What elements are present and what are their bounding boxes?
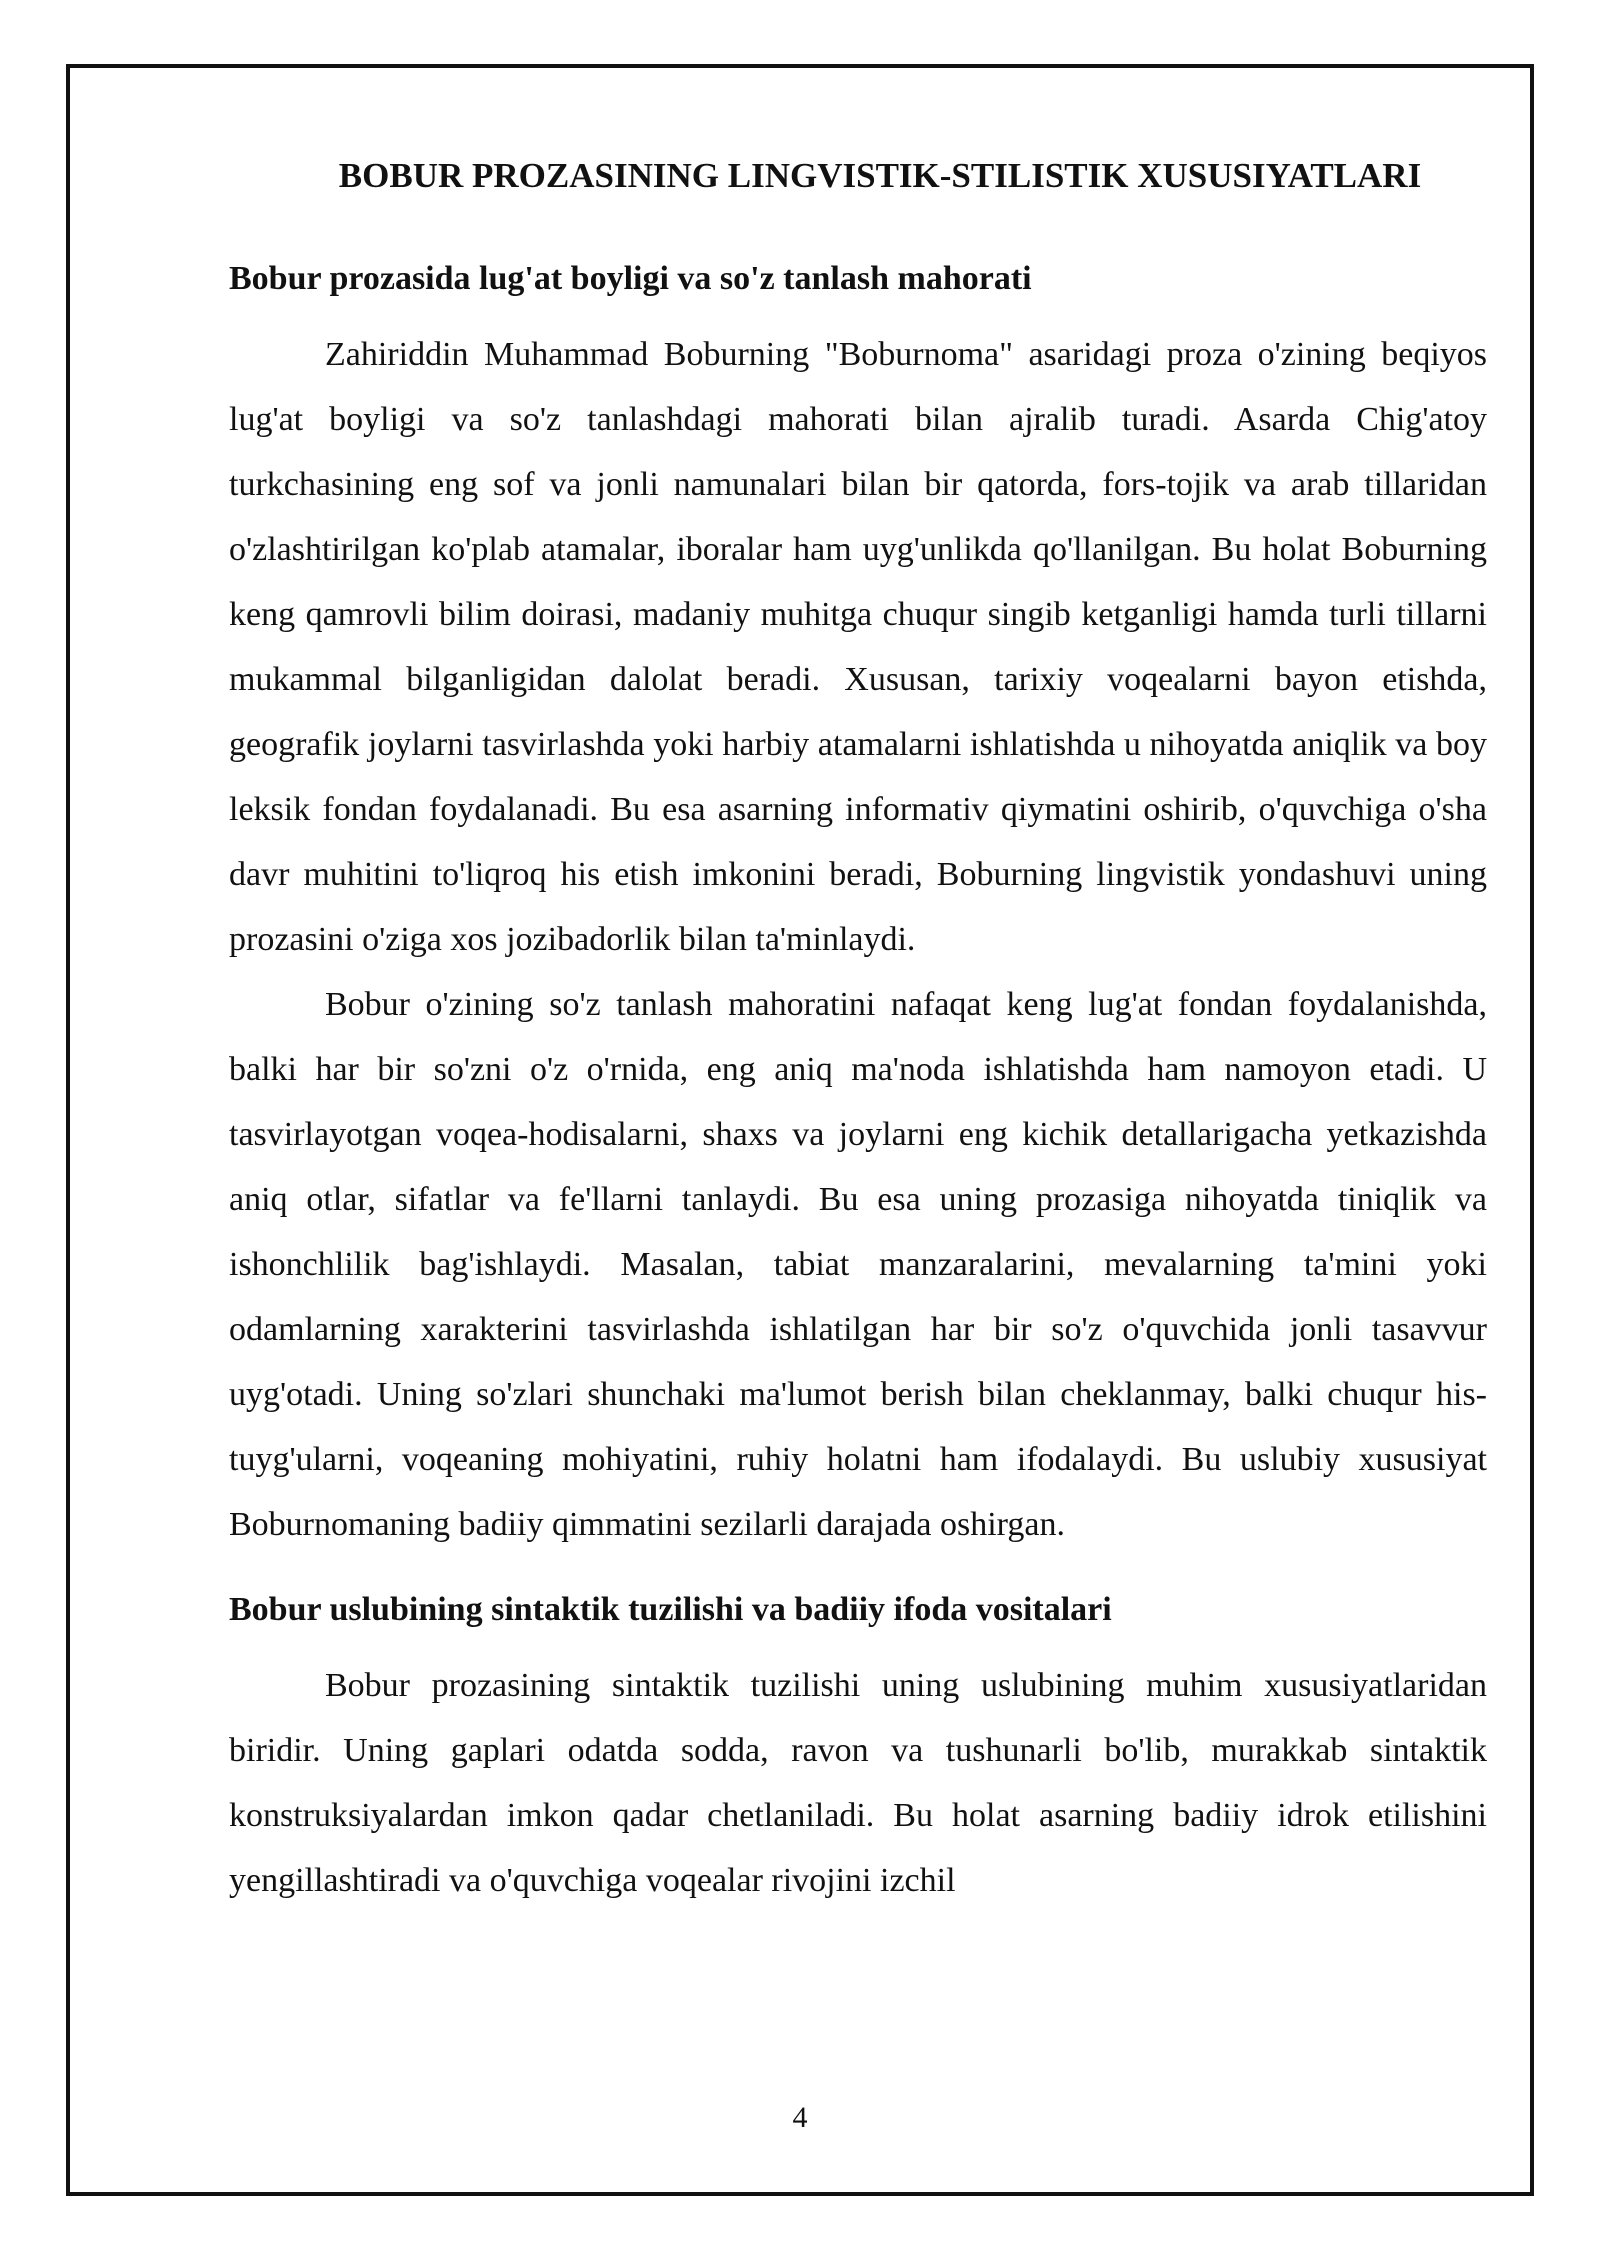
section-heading: Bobur prozasida lug'at boyligi va so'z tanlash mahorati <box>229 260 1032 297</box>
paragraph: Bobur o'zining so'z tanlash mahoratini nafaqat keng lug'at fondan foydalanishda, balki har bir so'zni o'z o'rnida, eng aniq ma'noda ishlatishda ham namoyon etadi. U tasvirlayotgan voqea-hodisalarni, shaxs va joylarni eng kichik detallarigacha yetkazishda aniq otlar, sifatlar va fe'llarni tanlaydi. Bu esa uning prozasiga nihoyatda tiniqlik va ishonchlilik bag'ishlaydi. Masalan, tabiat manzaralarini, mevalarning ta'mini yoki odamlarning xarakterini tasvirlashda ishlatilgan har bir so'z o'quvchida jonli tasavvur uyg'otadi. Uning so'zlari shunchaki ma'lumot berish bilan cheklanmay, balki chuqur his-tuyg'ularni, voqeaning mohiyatini, ruhiy holatni ham ifodalaydi. Bu uslubiy xususiyat Boburnomaning badiiy qimmatini sezilarli darajada oshirgan. <box>229 986 1487 1543</box>
section-lexicon <box>229 254 1487 1557</box>
section-syntax <box>229 1585 1487 1913</box>
document-body <box>229 150 1487 1913</box>
page-number: 4 <box>792 2101 808 2134</box>
document-title: BOBUR PROZASINING LINGVISTIK-STILISTIK XUSUSIYATLARI <box>338 156 1422 195</box>
paragraph: Bobur prozasining sintaktik tuzilishi uning uslubining muhim xususiyatlaridan biridir. Uning gaplari odatda sodda, ravon va tushunarli bo'lib, murakkab sintaktik konstruksiyalardan imkon qadar chetlaniladi. Bu holat asarning badiiy idrok etilishini yengillashtiradi va o'quvchiga voqealar rivojini izchil <box>229 1667 1487 1899</box>
paragraph: Zahiriddin Muhammad Boburning "Boburnoma" asaridagi proza o'zining beqiyos lug'at boyligi va so'z tanlashdagi mahorati bilan ajralib turadi. Asarda Chig'atoy turkchasining eng sof va jonli namunalari bilan bir qatorda, fors-tojik va arab tillaridan o'zlashtirilgan ko'plab atamalar, iboralar ham uyg'unlikda qo'llanilgan. Bu holat Boburning keng qamrovli bilim doirasi, madaniy muhitga chuqur singib ketganligi hamda turli tillarni mukammal bilganligidan dalolat beradi. Xususan, tarixiy voqealarni bayon etishda, geografik joylarni tasvirlashda yoki harbiy atamalarni ishlatishda u nihoyatda aniqlik va boy leksik fondan foydalanadi. Bu esa asarning informativ qiymatini oshirib, o'quvchiga o'sha davr muhitini to'liqroq his etish imkonini beradi, Boburning lingvistik yondashuvi uning prozasini o'ziga xos jozibadorlik bilan ta'minlaydi. <box>229 336 1487 958</box>
section-heading: Bobur uslubining sintaktik tuzilishi va badiiy ifoda vositalari <box>229 1591 1112 1628</box>
